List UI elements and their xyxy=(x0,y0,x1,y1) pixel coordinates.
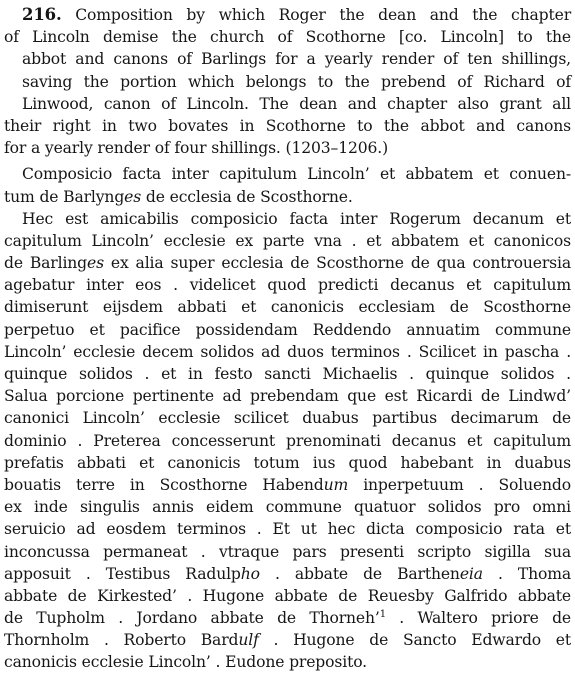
summary-line: Linwood, canon of Lincoln. The dean and chapter also grant all xyxy=(22,94,571,113)
entry-number: 216. xyxy=(22,5,62,24)
summary-line: for a yearly render of four shillings. (1203–1206.) xyxy=(4,139,389,158)
body-line: canonicis ecclesie Lincoln’ . Eudone preposito. xyxy=(4,653,367,672)
body-line: prefatis abbati et canonicis totum ius quod habebant in duabus xyxy=(4,453,571,472)
latin-body xyxy=(4,208,571,674)
document-page xyxy=(4,4,571,674)
body-line: apposuit . Testibus Radulpho . abbate de Bartheneia . Thoma xyxy=(4,564,571,583)
summary-line: of Lincoln demise the church of Scothorne [co. Lincoln] to the xyxy=(4,28,571,47)
body-line: abbate de Kirkested’ . Hugone abbate de Reuesby Galfrido abbate xyxy=(4,586,571,605)
body-line: ex inde singulis annis eidem commune quatuor solidos pro omni xyxy=(4,498,571,517)
body-line: dimiserunt eijsdem abbati et canonicis ecclesiam de Scosthorne xyxy=(4,298,571,317)
body-line: agebatur inter eos . videlicet quod predicti decanus et capitulum xyxy=(4,276,571,295)
body-line: de Barlinges ex alia super ecclesia de Scosthorne de qua controuersia xyxy=(4,254,571,273)
summary-line: saving the portion which belongs to the prebend of Richard of xyxy=(22,72,571,91)
heading-line: Composicio facta inter capitulum Lincoln’ et abbatem et conuen- xyxy=(22,165,571,184)
heading-line: tum de Barlynges de ecclesia de Scosthorne. xyxy=(4,187,353,206)
body-line: de Tupholm . Jordano abbate de Thorneh’$^1$ . Waltero priore de xyxy=(4,608,571,628)
body-line: Lincoln’ ecclesie decem solidos ad duos terminos . Scilicet in pascha . xyxy=(4,342,571,361)
body-line: bouatis terre in Scosthorne Habendum inperpetuum . Soluendo xyxy=(4,475,571,494)
body-line: perpetuo et pacifice possidendam Reddendo annuatim commune xyxy=(4,320,571,339)
body-line: inconcussa permaneat . vtraque pars presenti scripto sigilla sua xyxy=(4,542,571,561)
body-line: Thornholm . Roberto Bardulf . Hugone de Sancto Edwardo et xyxy=(4,631,571,650)
summary-line: abbot and canons of Barlings for a yearly render of ten shillings, xyxy=(22,50,571,69)
body-line: Hec est amicabilis composicio facta inter Rogerum decanum et xyxy=(22,209,571,228)
latin-heading xyxy=(4,163,571,207)
body-line: capitulum Lincoln’ ecclesie ex parte vna . et abbatem et canonicos xyxy=(4,231,571,250)
body-line: dominio . Preterea concesserunt prenominati decanus et capitulum xyxy=(4,431,571,450)
footnote-marker: 1 xyxy=(379,608,386,620)
body-line: canonici Lincoln’ ecclesie scilicet duabus partibus decimarum de xyxy=(4,409,571,428)
entry-summary xyxy=(4,4,571,159)
body-line: quinque solidos . et in festo sancti Michaelis . quinque solidos . xyxy=(4,365,571,383)
summary-line: their right in two bovates in Scothorne to the abbot and canons xyxy=(4,116,571,135)
body-line: seruicio ad eosdem terminos . Et ut hec dicta composicio rata et xyxy=(4,520,571,539)
summary-line: 216. Composition by which Roger the dean and the chapter xyxy=(22,5,571,24)
body-line: Salua porcione pertinente ad prebendam que est Ricardi de Lindwd’ xyxy=(4,387,571,406)
